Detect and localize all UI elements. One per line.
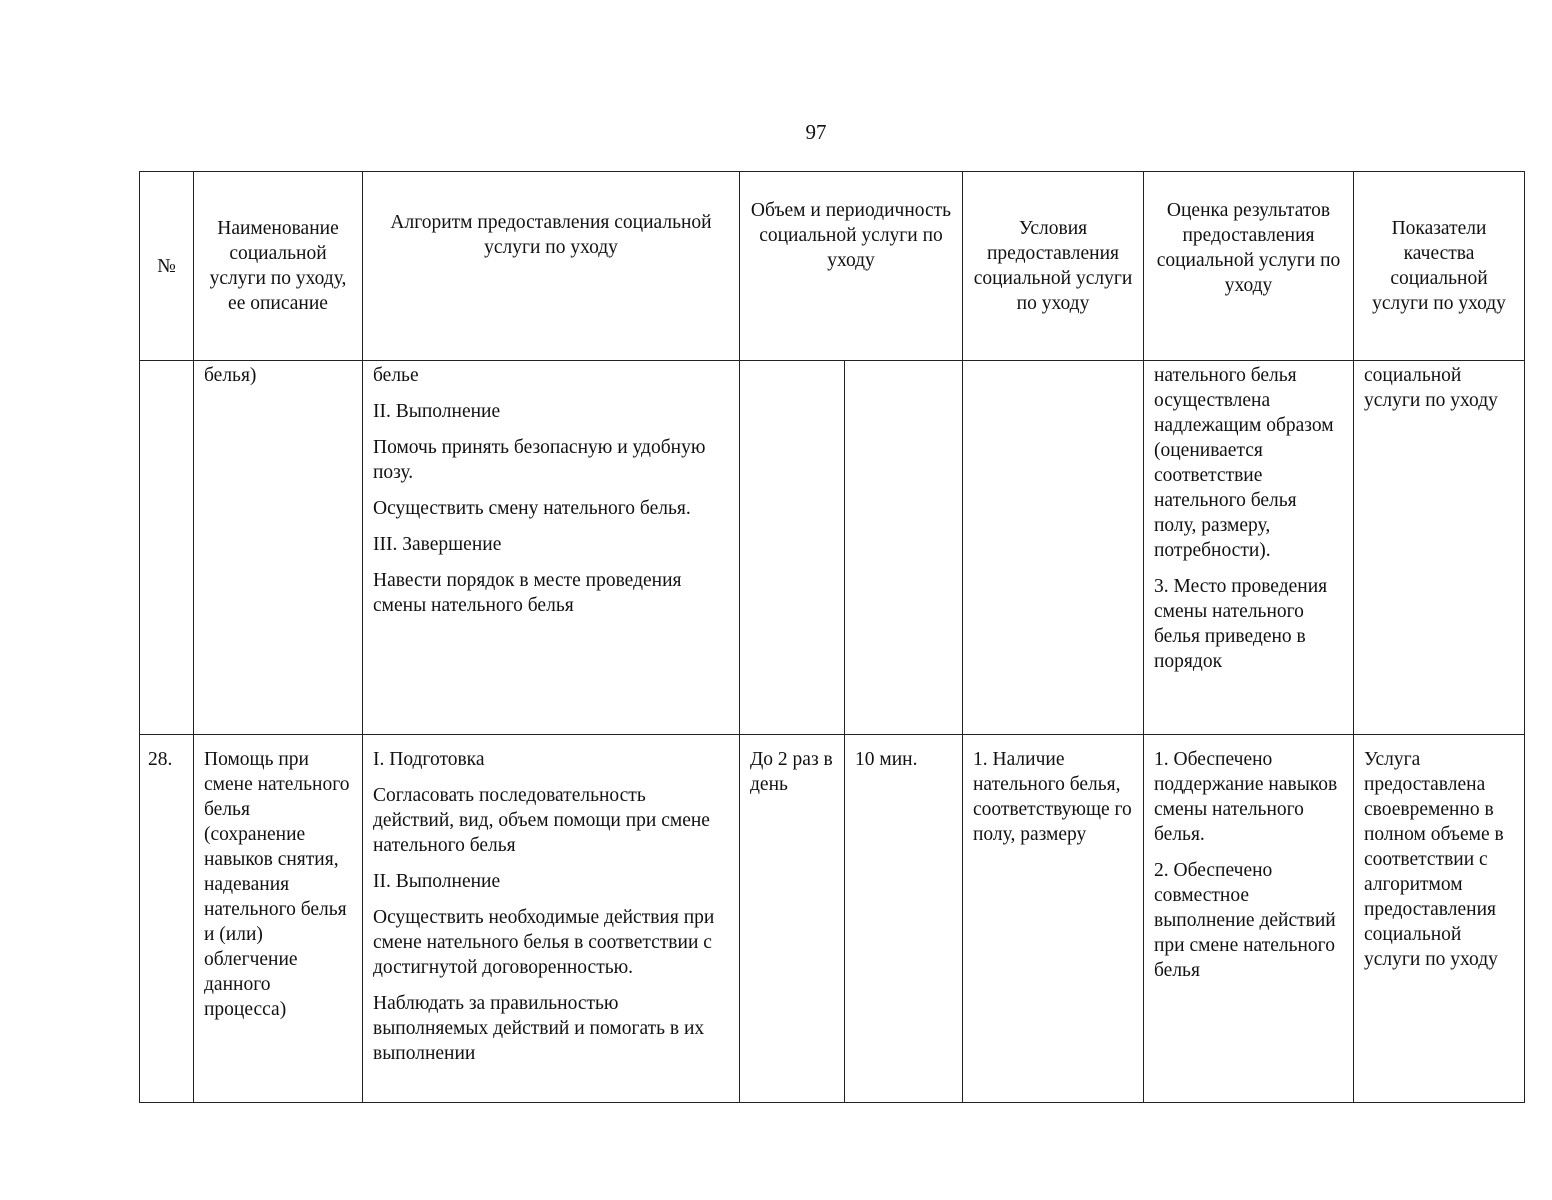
- row-num-cell: 28.: [140, 735, 194, 1103]
- evaluation-cell: [1144, 361, 1354, 735]
- algorithm-cell: [363, 361, 740, 735]
- services-table: [139, 171, 1525, 1103]
- quality-cell: социальной услуги по уходу: [1354, 361, 1525, 735]
- evaluation-item: 2. Обеспечено совместное выполнение действий при смене нательного белья: [1154, 860, 1336, 981]
- service-name-cell: белья): [194, 361, 363, 735]
- algorithm-step: Осуществить смену нательного белья.: [373, 498, 691, 519]
- header-name: Наименование социальной услуги по уходу, ее описание: [194, 172, 363, 361]
- algorithm-step: III. Завершение: [373, 534, 502, 555]
- algorithm-step: I. Подготовка: [373, 749, 485, 770]
- algorithm-step: II. Выполнение: [373, 401, 501, 422]
- evaluation-item: нательного белья осуществлена надлежащим образом (оценивается соответствие нательного белья полу, размеру, потребности).: [1154, 365, 1334, 561]
- header-evaluation: Оценка результатов предоставления социальной услуги по уходу: [1144, 172, 1354, 361]
- algorithm-step: Помочь принять безопасную и удобную позу.: [373, 437, 706, 483]
- algorithm-step: Навести порядок в месте проведения смены нательного белья: [373, 570, 682, 616]
- conditions-cell: [963, 361, 1144, 735]
- algorithm-cell: [363, 735, 740, 1103]
- frequency-cell: [740, 361, 845, 735]
- header-algorithm: Алгоритм предоставления социальной услуги по уходу: [363, 172, 740, 361]
- table-row: [140, 361, 1525, 735]
- header-conditions: Условия предоставления социальной услуги по уходу: [963, 172, 1144, 361]
- duration-cell: [845, 361, 963, 735]
- conditions-cell: 1. Наличие нательного белья, соответствующе го полу, размеру: [963, 735, 1144, 1103]
- header-volume: Объем и периодичность социальной услуги по уходу: [740, 172, 963, 361]
- page-number: 97: [805, 120, 827, 144]
- quality-cell: Услуга предоставлена своевременно в полном объеме в соответствии с алгоритмом предоставления социальной услуги по уходу: [1354, 735, 1525, 1103]
- header-num: №: [140, 172, 194, 361]
- header-quality: Показатели качества социальной услуги по уходу: [1354, 172, 1525, 361]
- duration-cell: 10 мин.: [845, 735, 963, 1103]
- row-num-cell: [140, 361, 194, 735]
- algorithm-step: Осуществить необходимые действия при смене нательного белья в соответствии с достигнутой договоренностью.: [373, 907, 715, 978]
- table-row: [140, 735, 1525, 1103]
- evaluation-item: 3. Место проведения смены нательного белья приведено в порядок: [1154, 576, 1328, 672]
- algorithm-step: Согласовать последовательность действий, вид, объем помощи при смене нательного белья: [373, 785, 710, 856]
- evaluation-item: 1. Обеспечено поддержание навыков смены нательного белья.: [1154, 749, 1338, 845]
- table-header-row: [140, 172, 1525, 361]
- service-name-cell: Помощь при смене нательного белья (сохранение навыков снятия, надевания нательного белья и (или) облегчение данного процесса): [194, 735, 363, 1103]
- evaluation-cell: [1144, 735, 1354, 1103]
- algorithm-step: Наблюдать за правильностью выполняемых действий и помогать в их выполнении: [373, 993, 705, 1064]
- algorithm-step: белье: [373, 365, 419, 386]
- algorithm-step: II. Выполнение: [373, 871, 501, 892]
- frequency-cell: До 2 раз в день: [740, 735, 845, 1103]
